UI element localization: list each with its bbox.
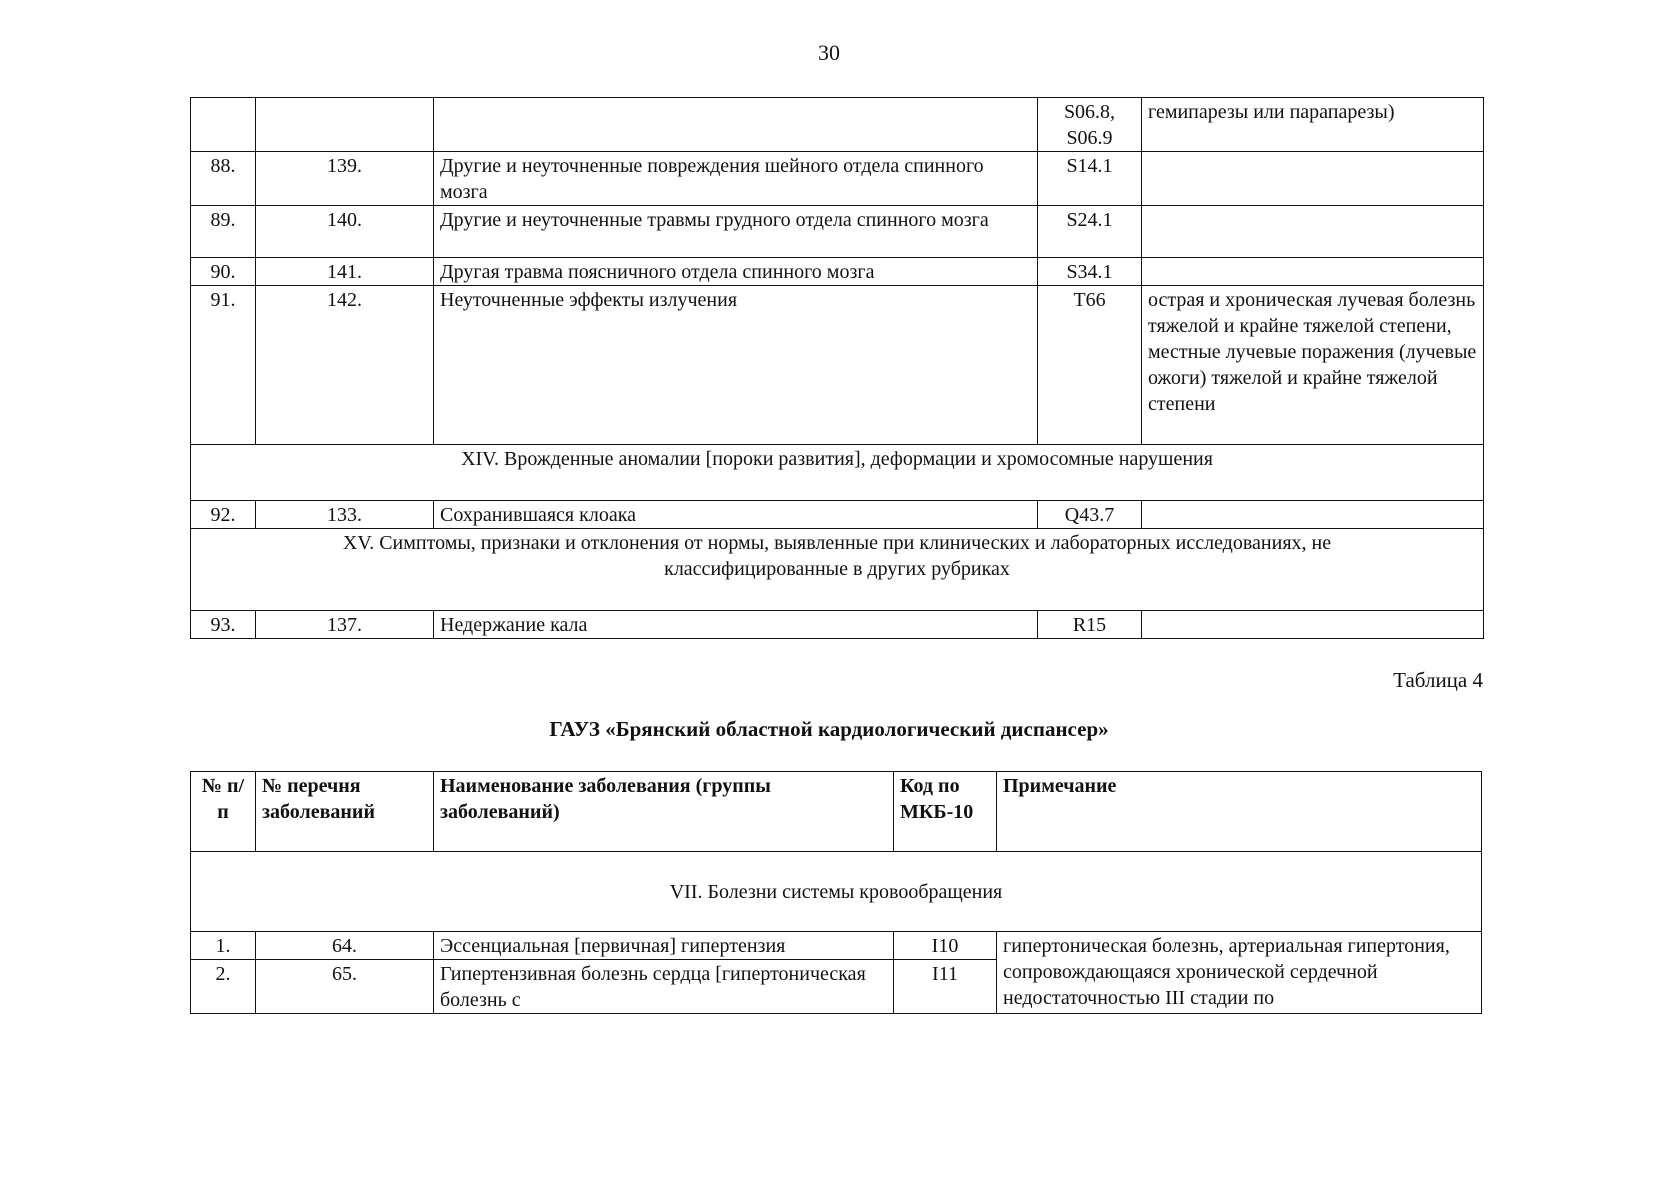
section-row (191, 852, 1482, 932)
list-number: 133. (256, 501, 434, 529)
note (1142, 152, 1484, 206)
row-number: 93. (191, 611, 256, 639)
disease-name: Гипертензивная болезнь сердца [гипертоническая болезнь с (434, 960, 894, 1014)
row-number: 1. (191, 932, 256, 960)
section-heading: VII. Болезни системы кровообращения (191, 852, 1482, 932)
note (1142, 611, 1484, 639)
disease-name: Неуточненные эффекты излучения (434, 286, 1038, 445)
disease-name: Сохранившаяся клоака (434, 501, 1038, 529)
disease-name: Эссенциальная [первичная] гипертензия (434, 932, 894, 960)
table-row (191, 258, 1484, 286)
list-number: 64. (256, 932, 434, 960)
row-number: 2. (191, 960, 256, 1014)
icd-code: I10 (894, 932, 997, 960)
row-number: 89. (191, 206, 256, 258)
table-caption: Таблица 4 (1393, 668, 1483, 692)
page-number: 30 (818, 40, 840, 65)
icd-code: S14.1 (1038, 152, 1142, 206)
list-number: 65. (256, 960, 434, 1014)
icd-code: T66 (1038, 286, 1142, 445)
row-number: 92. (191, 501, 256, 529)
list-number: 140. (256, 206, 434, 258)
list-number: 142. (256, 286, 434, 445)
row-number (191, 98, 256, 152)
row-number: 91. (191, 286, 256, 445)
icd-code: R15 (1038, 611, 1142, 639)
section-row (191, 445, 1484, 501)
list-number (256, 98, 434, 152)
disease-name: Недержание кала (434, 611, 1038, 639)
icd-code: S24.1 (1038, 206, 1142, 258)
note: гемипарезы или парапарезы) (1142, 98, 1484, 152)
note (1142, 258, 1484, 286)
table-title: ГАУЗ «Брянский областной кардиологический диспансер» (549, 717, 1109, 741)
list-number: 141. (256, 258, 434, 286)
note: острая и хроническая лучевая болезнь тяжелой и крайне тяжелой степени, местные лучевые поражения (лучевые ожоги) тяжелой и крайне тяжелой степени (1142, 286, 1484, 445)
row-number: 88. (191, 152, 256, 206)
table-row (191, 98, 1484, 152)
icd-code: I11 (894, 960, 997, 1014)
icd-code: S06.8, S06.9 (1038, 98, 1142, 152)
table-row (191, 611, 1484, 639)
list-number: 137. (256, 611, 434, 639)
header-list-num: № перечня заболеваний (256, 772, 434, 852)
disease-name: Другие и неуточненные травмы грудного отдела спинного мозга (434, 206, 1038, 258)
icd-code: S34.1 (1038, 258, 1142, 286)
note (1142, 501, 1484, 529)
row-number: 90. (191, 258, 256, 286)
disease-name: Другая травма поясничного отдела спинного мозга (434, 258, 1038, 286)
header-row (191, 772, 1482, 852)
header-name: Наименование заболевания (группы заболеваний) (434, 772, 894, 852)
icd-code: Q43.7 (1038, 501, 1142, 529)
header-num: № п/п (191, 772, 256, 852)
table-row (191, 152, 1484, 206)
note: гипертоническая болезнь, артериальная гипертония, сопровождающаяся хронической сердечной недостаточностью III стадии по (997, 932, 1482, 1014)
table-row (191, 501, 1484, 529)
disease-name (434, 98, 1038, 152)
header-code: Код по МКБ-10 (894, 772, 997, 852)
header-note: Примечание (997, 772, 1482, 852)
cardiology-diseases-table (190, 771, 1482, 1014)
note (1142, 206, 1484, 258)
diseases-table-continued (190, 97, 1484, 639)
table-row (191, 286, 1484, 445)
table-row (191, 206, 1484, 258)
section-row (191, 529, 1484, 611)
list-number: 139. (256, 152, 434, 206)
table-row (191, 932, 1482, 960)
section-heading: XIV. Врожденные аномалии [пороки развития], деформации и хромосомные нарушения (191, 445, 1484, 501)
disease-name: Другие и неуточненные повреждения шейного отдела спинного мозга (434, 152, 1038, 206)
section-heading: XV. Симптомы, признаки и отклонения от нормы, выявленные при клинических и лабораторных исследованиях, не классифицированные в других рубриках (191, 529, 1484, 611)
